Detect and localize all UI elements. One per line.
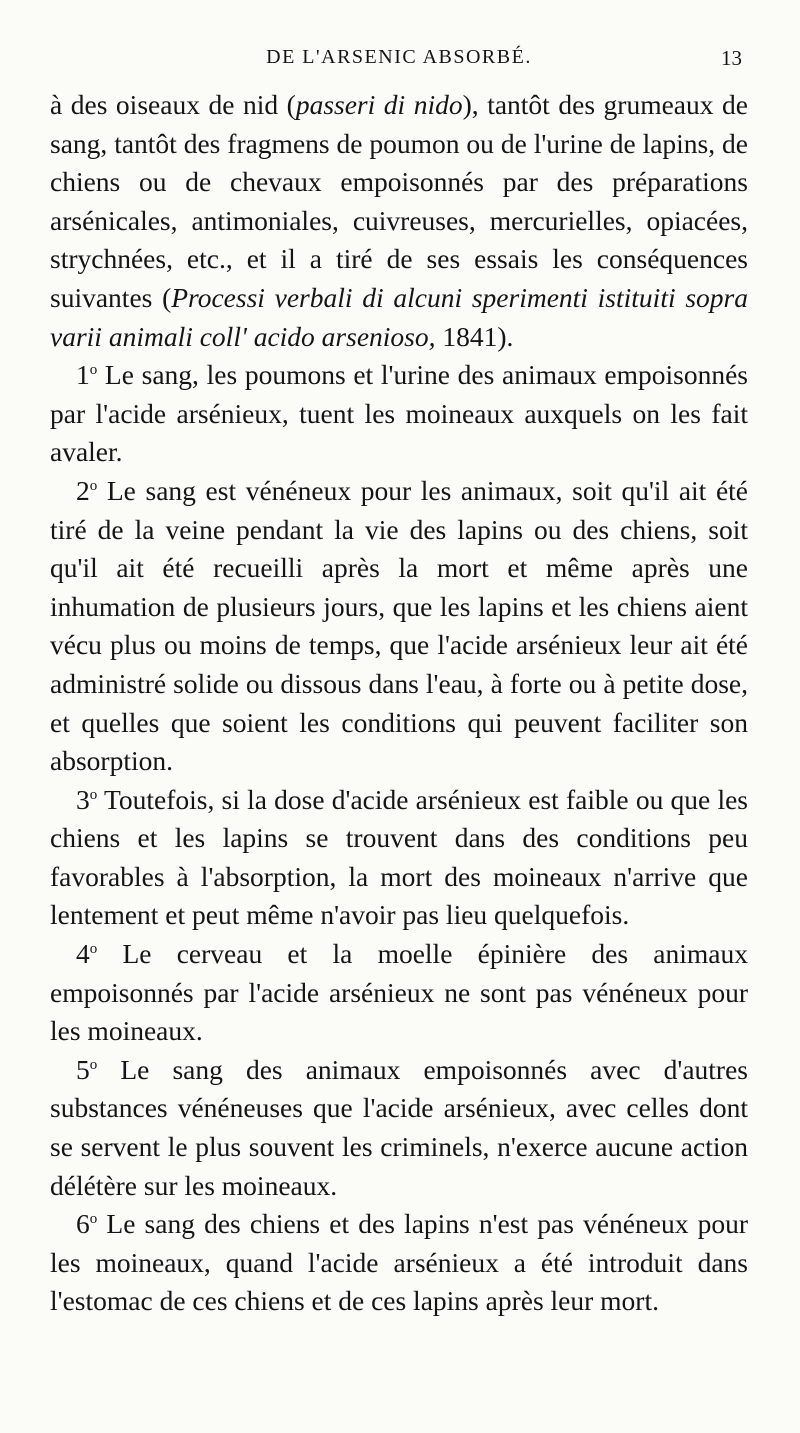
paragraph-text: Toutefois, si la dose d'acide arsénieux est faible ou que les chiens et les lapins se trouvent dans des conditions peu favorables à l'absorption, la mort des moineaux n'arrive que lentement et peut même n'avoir pas lieu quelquefois.: [50, 783, 748, 931]
numbered-paragraph-6: [50, 1205, 748, 1321]
paragraph-text: Le sang des animaux empoisonnés avec d'autres substances vénéneuses que l'acide arsénieux, avec celles dont se servent le plus souvent les criminels, n'exerce aucune action délétère sur les moineaux.: [50, 1053, 748, 1201]
numbered-paragraph-2: [50, 472, 748, 781]
item-number: 4: [76, 938, 90, 970]
body-text: [50, 86, 748, 1321]
ordinal-mark: o: [89, 786, 98, 803]
paragraph-text: Le sang est vénéneux pour les animaux, soit qu'il ait été tiré de la veine pendant la vie des lapins ou des chiens, soit qu'il ait été recueilli après la mort et même après une inhumation de plusieurs jours, que les lapins et les chiens aient vécu plus ou moins de temps, que l'acide arsénieux leur ait été administré solide ou dissous dans l'eau, à forte ou à petite dose, et quelles que soient les conditions qui peuvent faciliter son absorption.: [50, 474, 748, 777]
item-number: 1: [76, 359, 90, 391]
item-number: 6: [76, 1208, 90, 1240]
numbered-paragraph-3: [50, 781, 748, 935]
text-run: ), tantôt des grumeaux de sang, tantôt des fragmens de poumon ou de l'urine de lapins, de chiens ou de chevaux empoisonnés par des préparations arsénicales, antimoniales, cuivreuses, mercurielles, opiacées, strychnées, etc., et il a tiré de ses essais les conséquences suivantes (: [50, 89, 749, 313]
text-run: à des oiseaux de nid (: [50, 89, 296, 120]
ordinal-mark: o: [89, 1056, 98, 1073]
paragraph-text: Le cerveau et la moelle épinière des animaux empoisonnés par l'acide arsénieux ne sont pas vénéneux pour les moineaux.: [50, 938, 748, 1047]
italic-citation: Processi verbali di alcuni sperimenti istituiti sopra varii animali coll' acido arsenioso,: [50, 281, 748, 352]
paragraph-continuation: [50, 86, 748, 356]
ordinal-mark: o: [89, 477, 98, 494]
paragraph-text: Le sang, les poumons et l'urine des animaux empoisonnés par l'acide arsénieux, tuent les moineaux auxquels on les fait avaler.: [50, 359, 748, 468]
running-title: DE L'ARSENIC ABSORBÉ.: [266, 46, 532, 68]
numbered-paragraph-1: [50, 356, 748, 472]
italic-run: passeri di nido: [295, 89, 463, 120]
ordinal-mark: o: [89, 1211, 98, 1228]
numbered-paragraph-5: [50, 1051, 748, 1205]
item-number: 3: [76, 783, 90, 815]
item-number: 5: [76, 1053, 90, 1085]
ordinal-mark: o: [89, 362, 98, 379]
paragraph-text: Le sang des chiens et des lapins n'est pas vénéneux pour les moineaux, quand l'acide arsénieux a été introduit dans l'estomac de ces chiens et de ces lapins après leur mort.: [50, 1208, 748, 1317]
ordinal-mark: o: [89, 941, 98, 958]
text-run: 1841).: [435, 320, 514, 352]
page-number: 13: [721, 46, 742, 70]
item-number: 2: [76, 474, 90, 506]
numbered-paragraph-4: [50, 935, 748, 1051]
running-head: [50, 0, 748, 86]
